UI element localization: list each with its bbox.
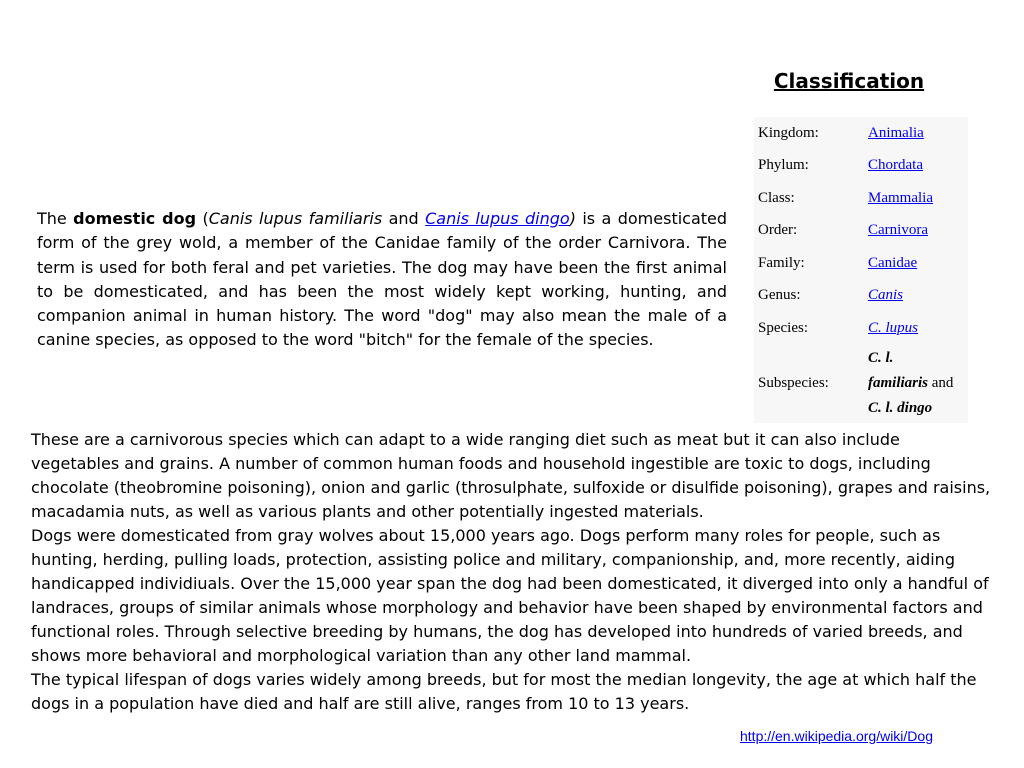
phylum-link[interactable]: Chordata [868, 157, 923, 174]
family-label: Family: [758, 254, 805, 271]
intro-paragraph [37, 207, 727, 353]
table-row [754, 247, 968, 280]
subspecies-familiaris: familiaris [868, 375, 929, 391]
table-row [754, 312, 968, 345]
table-row [754, 280, 968, 313]
diet-paragraph: These are a carnivorous species which can adapt to a wide ranging diet such as meat but it can also include vegetables and grains. A number of common human foods and household ingestible are toxic to dogs, including chocolate (theobromine poisoning), onion and garlic (throsulphate, sulfoxide or disulfide poisoning), grapes and raisins, macadamia nuts, as well as various plants and other potentially ingested materials. [31, 430, 991, 521]
subspecies-line1: C. l. [868, 350, 894, 366]
subspecies-value [864, 345, 968, 423]
body-text [31, 428, 991, 716]
genus-label: Genus: [758, 287, 801, 304]
subspecies-dingo: C. l. dingo [868, 400, 933, 416]
class-label: Class: [758, 189, 795, 206]
source-link[interactable]: http://en.wikipedia.org/wiki/Dog [740, 728, 933, 744]
genus-link[interactable]: Canis [868, 287, 904, 304]
intro-text: ( [196, 209, 209, 228]
classification-table [754, 117, 968, 423]
lifespan-paragraph: The typical lifespan of dogs varies widely among breeds, but for most the median longevity, the age at which half the dogs in a population have died and half are still alive, ranges from 10 to 13 years. [31, 670, 977, 713]
dingo-link[interactable]: Canis lupus dingo [425, 209, 570, 228]
class-link[interactable]: Mammalia [868, 189, 933, 206]
intro-text: and [382, 209, 426, 228]
subspecies-and: and [928, 375, 954, 391]
intro-text: is a domesticated form of the grey wold, a member of the Canidae family of the order Carnivora. The term is used for both feral and pet varieties. The dog may have been the first animal to be domesticated, and has been the most widely kept working, hunting, and companion animal in human history. The word "dog" may also mean the male of a canine species, as opposed to the word "bitch" for the female of the species. [37, 209, 728, 350]
order-link[interactable]: Carnivora [868, 222, 928, 239]
table-row [754, 215, 968, 248]
kingdom-label: Kingdom: [758, 124, 819, 141]
domestic-dog-term: domestic dog [73, 209, 197, 228]
intro-text: The [37, 209, 74, 228]
scientific-name: Canis lupus familiaris [208, 209, 383, 228]
domestication-paragraph: Dogs were domesticated from gray wolves about 15,000 years ago. Dogs perform many roles for people, such as hunting, herding, pulling loads, protection, assisting police and military, companionship, and, more recently, aiding handicapped individiuals. Over the 15,000 year span the dog had been domesticated, it diverged into only a handful of landraces, groups of similar animals whose morphology and behavior have been shaped by environmental factors and functional roles. Through selective breeding by humans, the dog has developed into hundreds of varied breeds, and shows more behavioral and morphological variation than any other land mammal. [31, 526, 989, 665]
order-label: Order: [758, 222, 798, 239]
family-link[interactable]: Canidae [868, 254, 918, 271]
table-row [754, 150, 968, 183]
classification-title: Classification [773, 69, 925, 93]
kingdom-link[interactable]: Animalia [868, 124, 924, 141]
species-label: Species: [758, 319, 808, 336]
table-row [754, 345, 968, 423]
table-row [754, 182, 968, 215]
species-link[interactable]: C. lupus [868, 319, 919, 336]
intro-text: ) [569, 209, 576, 228]
subspecies-label: Subspecies: [758, 375, 829, 391]
table-row [754, 117, 968, 150]
phylum-label: Phylum: [758, 157, 809, 174]
